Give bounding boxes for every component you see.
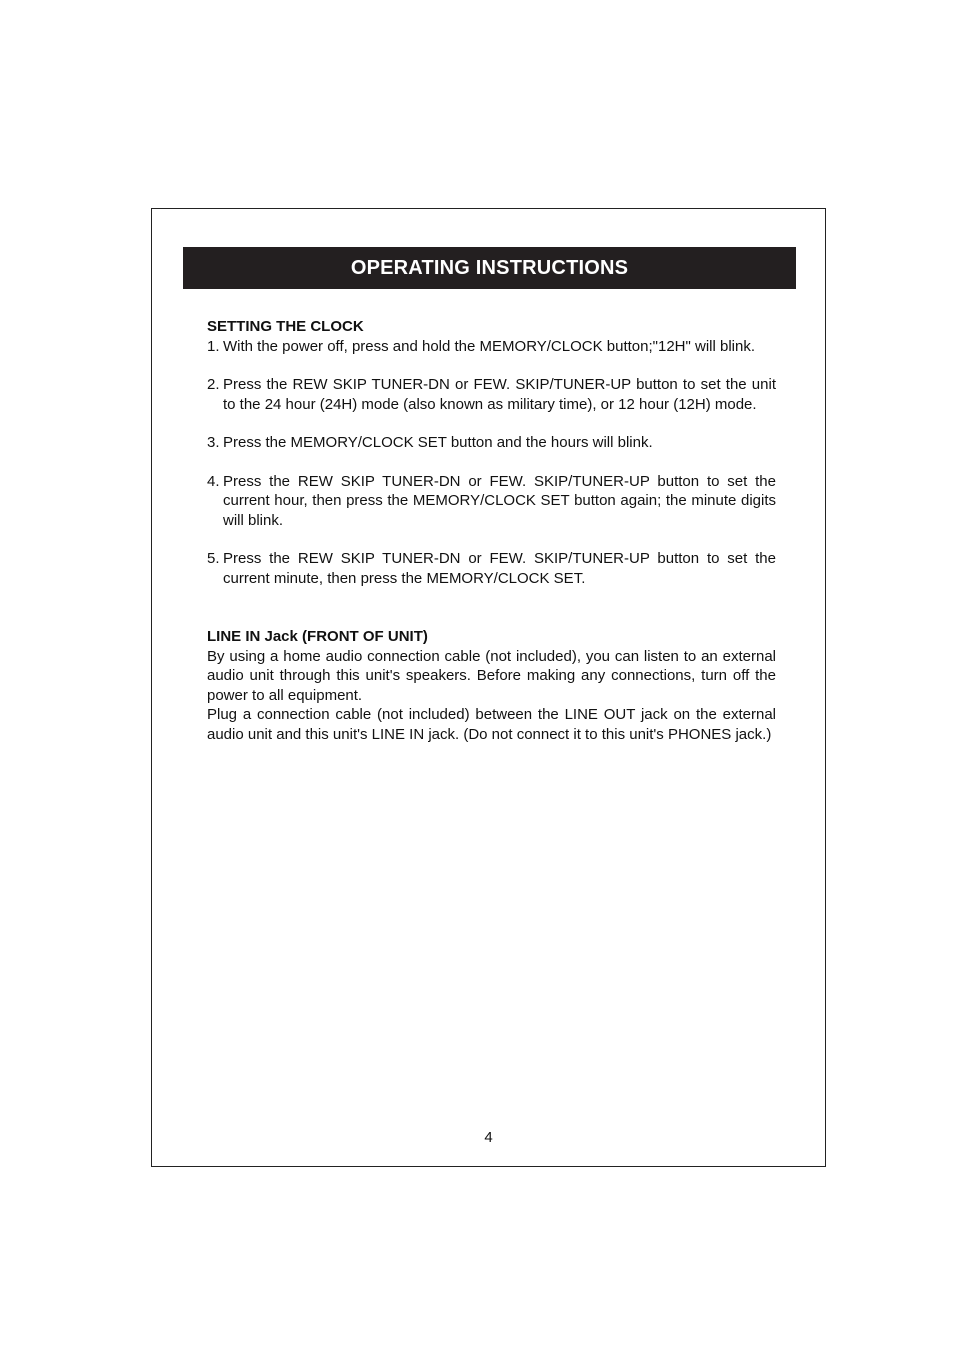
page-title: OPERATING INSTRUCTIONS: [183, 247, 796, 289]
step-text: Press the MEMORY/CLOCK SET button and the hours will blink.: [223, 434, 653, 451]
paragraph-line-in-connection: Plug a connection cable (not included) between the LINE OUT jack on the external audio unit and this unit's LINE IN jack. (Do not connect it to this unit's PHONES jack.): [207, 706, 776, 743]
step-number: 1.: [207, 337, 220, 355]
step-number: 4.: [207, 472, 220, 490]
paragraph-line-in-intro: By using a home audio connection cable (not included), you can listen to an external audio unit through this unit's speakers. Before making any connections, turn off the power to all equipment.: [207, 647, 776, 704]
list-item: [207, 472, 776, 531]
section-spacer: [207, 607, 776, 627]
clock-steps-list: [207, 337, 776, 589]
list-item: [207, 337, 776, 357]
list-item: [207, 375, 776, 414]
step-text: Press the REW SKIP TUNER-DN or FEW. SKIP/TUNER-UP button to set the current hour, then press the MEMORY/CLOCK SET button again; the minute digits will blink.: [223, 472, 776, 529]
content-area: [207, 317, 776, 744]
step-number: 2.: [207, 376, 220, 393]
section-heading-setting-clock: SETTING THE CLOCK: [207, 318, 364, 335]
step-number: 5.: [207, 550, 220, 567]
step-text: With the power off, press and hold the MEMORY/CLOCK button;"12H" will blink.: [223, 337, 756, 355]
page-frame: [151, 208, 826, 1167]
step-number: 3.: [207, 434, 220, 451]
section-heading-line-in: LINE IN Jack (FRONT OF UNIT): [207, 628, 428, 645]
step-text: Press the REW SKIP TUNER-DN or FEW. SKIP/TUNER-UP button to set the unit to the 24 hour (24H) mode (also known as military time), or 12 hour (12H) mode.: [223, 376, 776, 413]
step-text: Press the REW SKIP TUNER-DN or FEW. SKIP/TUNER-UP button to set the current minute, then press the MEMORY/CLOCK SET.: [223, 550, 776, 587]
list-item: [207, 433, 776, 453]
page-number: 4: [484, 1129, 493, 1146]
list-item: [207, 549, 776, 588]
